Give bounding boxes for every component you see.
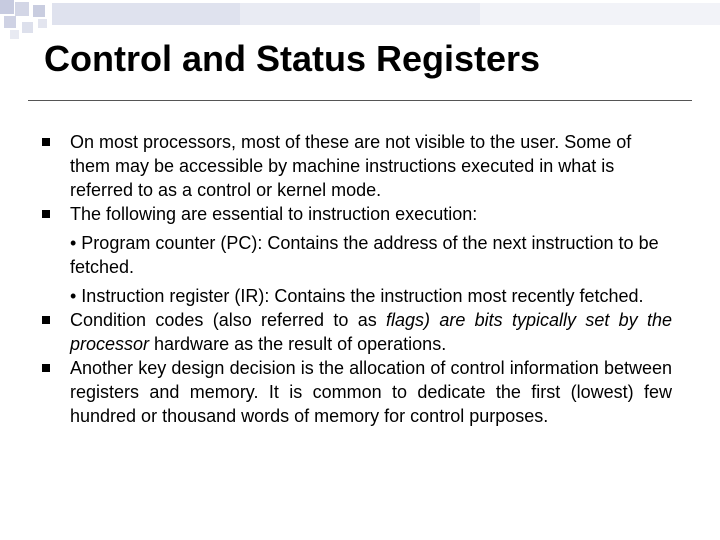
bullet-condition-codes xyxy=(40,308,672,356)
bullet-text-start: Condition codes (also referred to as xyxy=(70,310,387,330)
bullet-essential xyxy=(40,202,672,308)
bullet-text: The following are essential to instruction execution: xyxy=(70,204,478,224)
square-bullet-icon xyxy=(42,210,50,218)
header-decoration xyxy=(0,0,720,40)
bullet-text: Another key design decision is the allocation of control information between registers and memory. It is common to dedicate the first (lowest) few hundred or thousand words of memory for control purposes. xyxy=(70,358,672,426)
sub-item-program-counter: • Program counter (PC): Contains the address of the next instruction to be fetched. xyxy=(70,233,659,277)
bullet-allocation xyxy=(40,356,672,428)
square-bullet-icon xyxy=(42,138,50,146)
bullet-text-italic: flags) are bits typically set by the processor xyxy=(70,310,672,354)
bullet-text-end: hardware as the result of operations. xyxy=(149,334,447,354)
square-bullet-icon xyxy=(42,364,50,372)
title-underline xyxy=(28,100,692,101)
square-bullet-icon xyxy=(42,316,50,324)
bullet-list xyxy=(40,130,672,428)
bullet-visibility xyxy=(40,130,672,202)
sub-item-instruction-register: • Instruction register (IR): Contains the instruction most recently fetched. xyxy=(70,286,644,306)
bullet-text: On most processors, most of these are not visible to the user. Some of them may be accessible by machine instructions executed in what is referred to as a control or kernel mode. xyxy=(70,132,632,200)
slide-title: Control and Status Registers xyxy=(44,38,541,79)
